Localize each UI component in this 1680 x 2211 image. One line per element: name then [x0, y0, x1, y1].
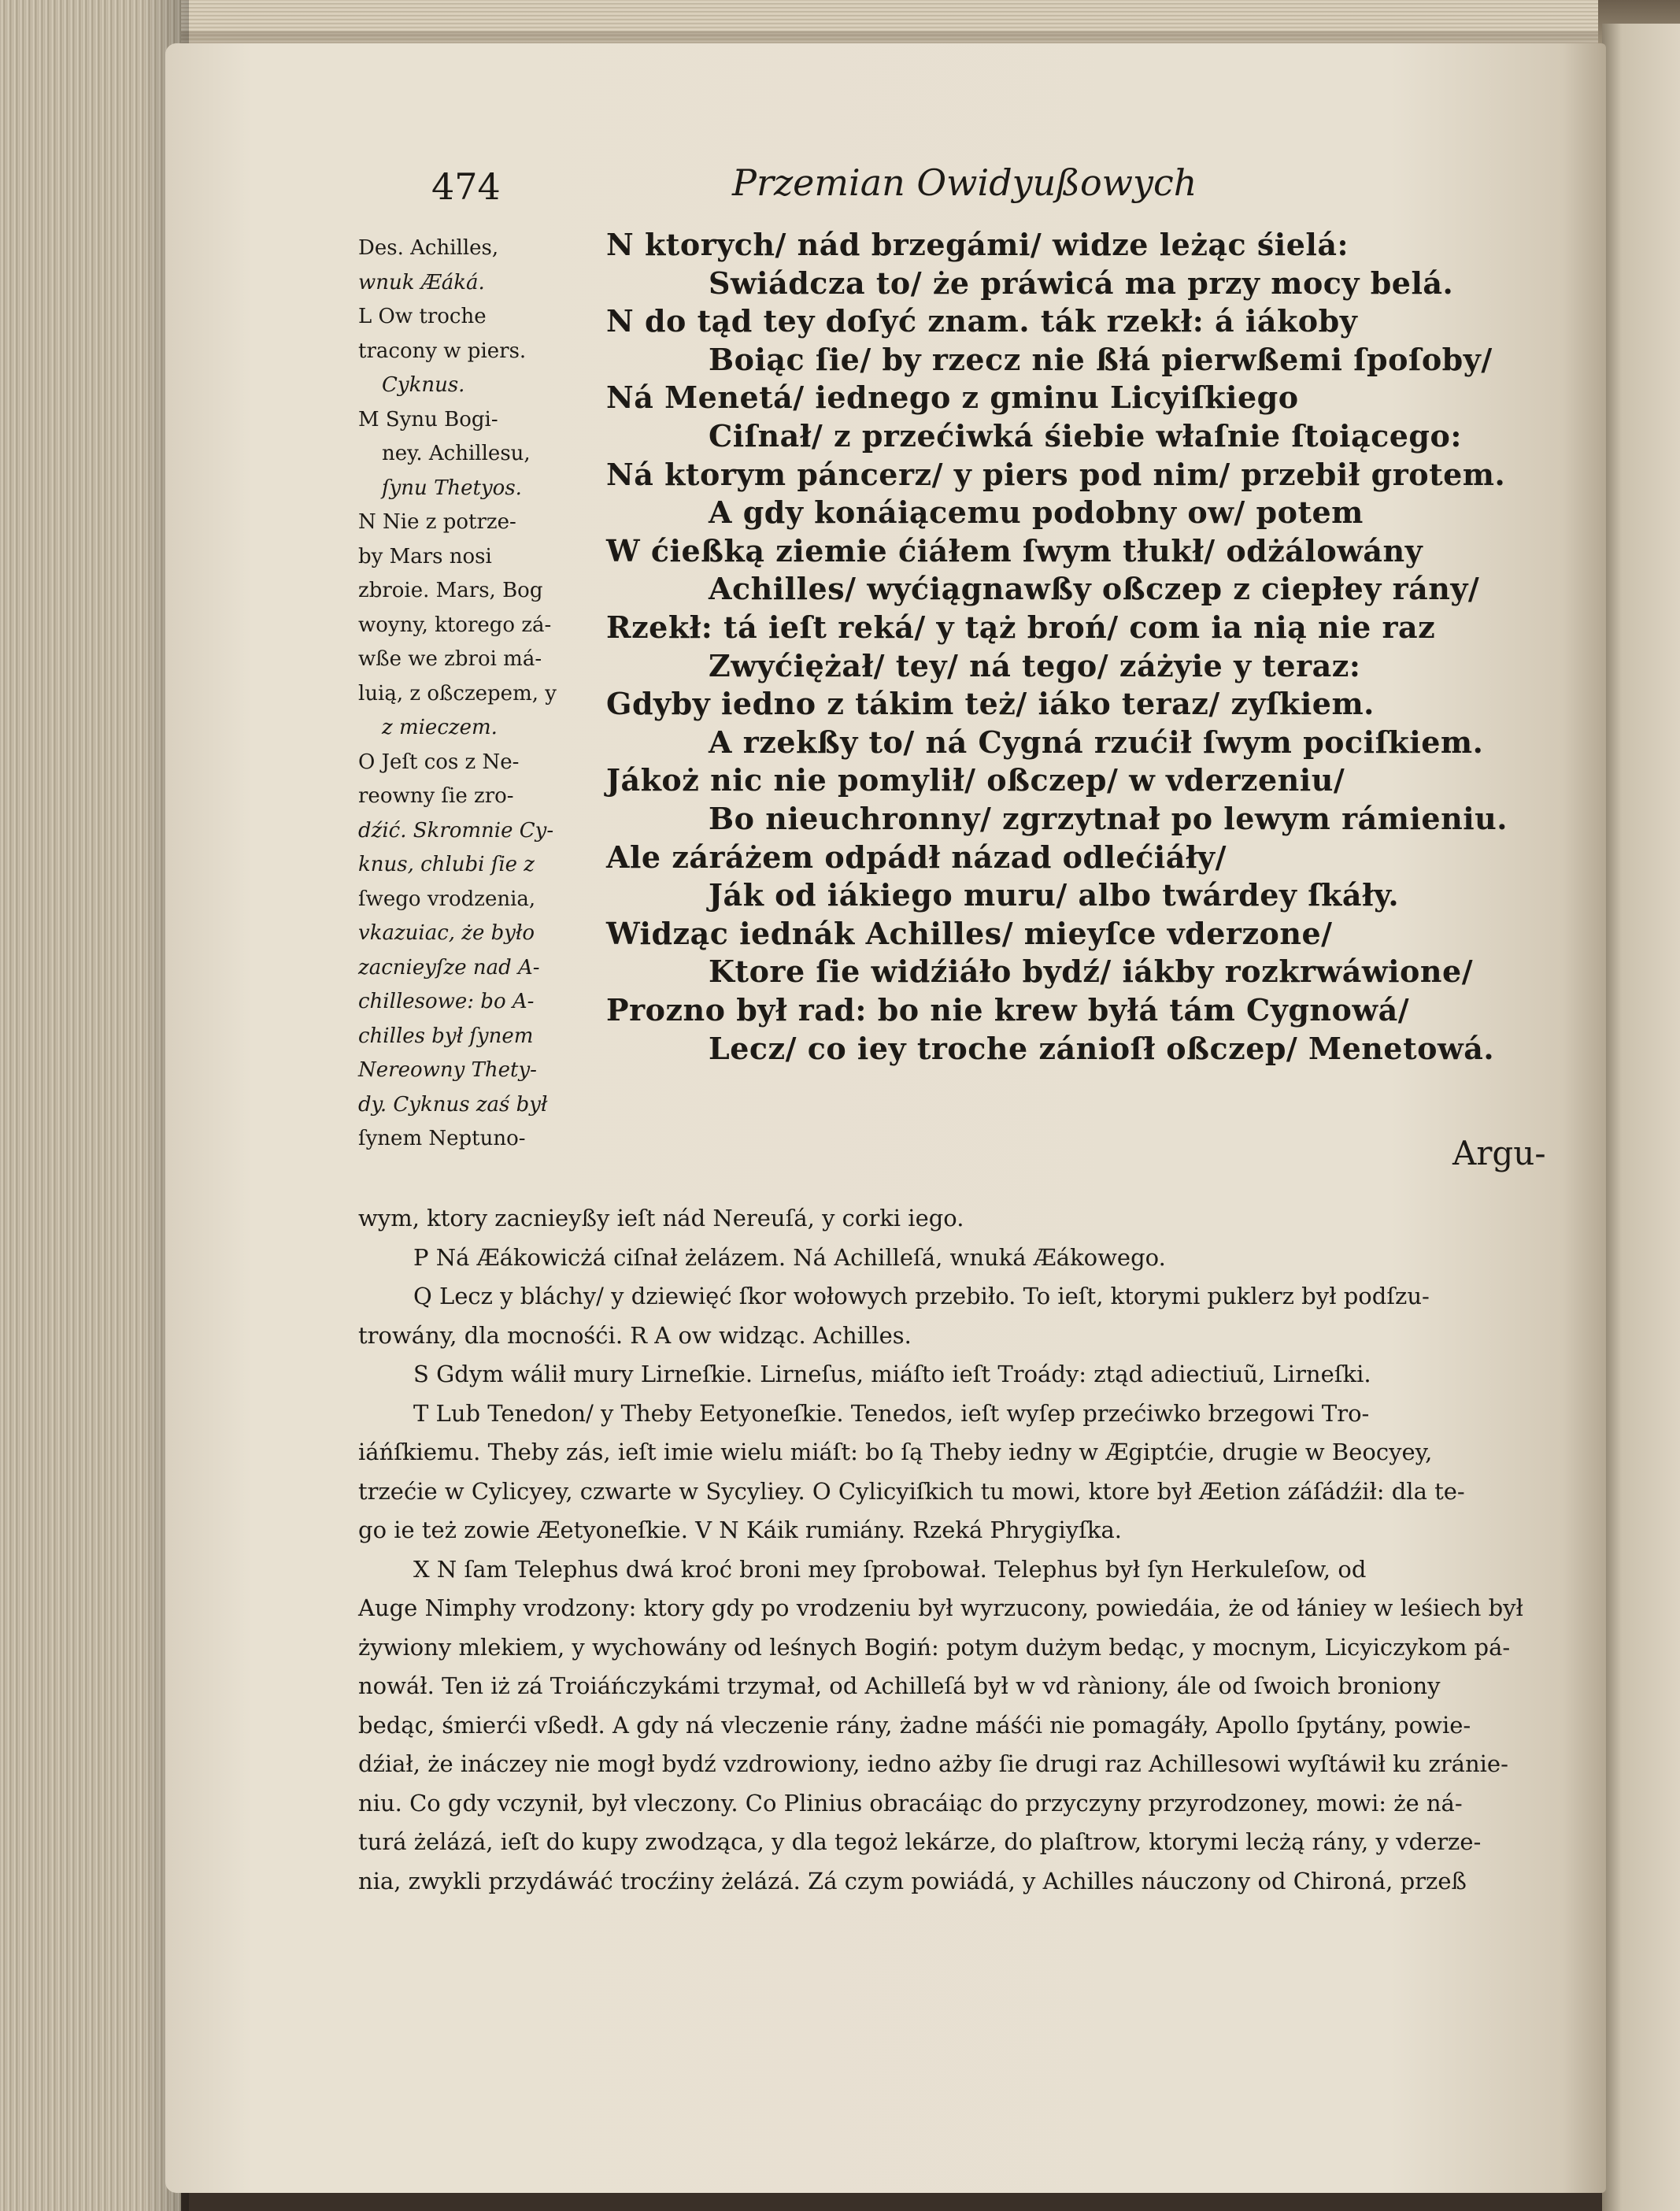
commentary-line: dźiał, że ináczey nie mogł bydź vzdrowiony, iedno ażby ſie drugi raz Achillesowi wyſtáwił ku zránie-	[358, 1750, 1508, 1777]
verse-line: Jákoż nic nie pomylił/ oßczep/ w vderzeniu/	[606, 762, 1345, 798]
commentary-line: go ie też zowie Æetyoneſkie. V N Káik rumiány. Rzeká Phrygiyſka.	[358, 1517, 1122, 1543]
commentary-line: iáńſkiemu. Theby zás, ieſt imie wielu miáſt: bo ſą Theby iedny w Ægiptćie, drugie w Beocyey,	[358, 1439, 1433, 1465]
commentary-line: P Ná Æákowicżá ciſnał żelázem. Ná Achilleſá, wnuká Æákowego.	[413, 1243, 1166, 1271]
marginal-note-line: ney. Achillesu,	[382, 442, 531, 465]
verse-line: Bo nieuchronny/ zgrzytnał po lewym rámieniu.	[709, 801, 1508, 836]
commentary-line: X N ſam Telephus dwá kroć broni mey ſprobował. Telephus był ſyn Herkuleſow, od	[413, 1555, 1367, 1583]
marginal-note-line: luią, z oßczepem, y	[358, 681, 557, 706]
marginal-note-line: Des. Achilles,	[358, 236, 499, 260]
verse-line: Widząc iednák Achilles/ mieyſce vderzone/	[606, 915, 1333, 951]
marginal-note-line: dy. Cyknus zaś był	[358, 1092, 548, 1117]
verse-line: Rzekł: tá ieſt reká/ y tąż broń/ com ia nią nie raz	[606, 609, 1436, 645]
marginal-note-line: chillesowe: bo A-	[358, 990, 535, 1013]
commentary-line: nowáł. Ten iż zá Troiáńczykámi trzymał, od Achilleſá był w vd ràniony, ále od ſwoich broniony	[358, 1672, 1441, 1699]
marginal-note-line: N Nie z potrze-	[358, 510, 516, 534]
marginal-note-line: zacnieyſze nad A-	[358, 955, 540, 980]
verse-line: Lecz/ co iey troche zánioſł oßczep/ Menetowá.	[709, 1030, 1495, 1066]
marginal-note-line: chilles był ſynem	[358, 1024, 534, 1048]
verse-line: A rzekßy to/ ná Cygná rzućił ſwym pociſkiem.	[709, 724, 1484, 760]
marginal-note-line: wße we zbroi má-	[358, 647, 542, 671]
verse-line: W ćießką ziemie ćiáłem ſwym tłukł/ odżálowány	[606, 532, 1423, 568]
commentary-line: żywiony mlekiem, y wychowány od leśnych Bogiń: potym dużym bedąc, y mocnym, Licyiczykom pá-	[358, 1633, 1511, 1661]
verse-line: Gdyby iedno z tákim też/ iáko teraz/ zyſkiem.	[606, 686, 1375, 722]
commentary-line: trowány, dla mocnośći. R A ow widząc. Achilles.	[358, 1321, 912, 1349]
marginal-note-line: by Mars nosi	[358, 544, 492, 568]
marginal-note-line: knus, chlubi ſie z	[358, 853, 535, 876]
verse-line: Ják od iákiego muru/ albo twárdey ſkáły.	[709, 877, 1400, 913]
commentary-line: turá żelázá, ieſt do kupy zwodząca, y dla tegoż lekárze, do plaſtrow, ktorymi lecżą rány, y vderze-	[358, 1828, 1482, 1855]
commentary-line: Q Lecz y bláchy/ y dziewięć ſkor wołowych przebiło. To ieſt, ktorymi puklerz był podſzu-	[413, 1283, 1430, 1309]
marginal-note-line: ſynu Thetyos.	[382, 476, 522, 500]
commentary-line: Auge Nimphy vrodzony: ktory gdy po vrodzeniu był wyrzucony, powiedáia, że od łániey w leśiech był	[358, 1594, 1523, 1621]
verse-line: Ktore ſie widźiáło bydź/ iákby rozkrwáwione/	[709, 954, 1474, 990]
page-number: 474	[431, 165, 501, 208]
verse-line: Swiádcza to/ że práwicá ma przy mocy belá.	[709, 265, 1454, 301]
verse-line: Ale záráżem odpádł názad odlećiáły/	[606, 839, 1227, 875]
marginal-note-line: woyny, ktorego zá-	[358, 613, 552, 637]
marginal-note-line: O Jeſt cos z Ne-	[358, 750, 520, 774]
commentary-line: trzećie w Cylicyey, czwarte w Sycyliey. O Cylicyiſkich tu mowi, ktore był Æetion záſádźił: dla te-	[358, 1477, 1465, 1505]
marginal-note-line: wnuk Æáká.	[358, 270, 485, 294]
commentary-line: nia, zwykli przydáwáć trocźiny żelázá. Zá czym powiádá, y Achilles náuczony od Chironá, przeß	[358, 1867, 1467, 1894]
marginal-note-line: L Ow troche	[358, 305, 487, 328]
running-head: Przemian Owidyußowych	[732, 161, 1197, 204]
facing-page-edge	[1602, 24, 1680, 2211]
verse-line: Prozno był rad: bo nie krew byłá tám Cygnowá/	[606, 992, 1410, 1028]
marginal-note-line: reowny ſie zro-	[358, 784, 514, 808]
verse-line: Boiąc ſie/ by rzecz nie ßłá pierwßemi ſpoſoby/	[709, 341, 1493, 377]
commentary-line: S Gdym wálił mury Lirneſkie. Lirneſus, miáſto ieſt Troády: ztąd adiectiuũ, Lirneſki.	[413, 1361, 1371, 1387]
verse-line: Zwyćiężał/ tey/ ná tego/ záżyie y teraz:	[709, 647, 1361, 683]
catchword: Argu-	[1452, 1134, 1546, 1172]
marginal-note-line: tracony w piers.	[358, 339, 527, 363]
verse-line: A gdy konáiącemu podobny ow/ potem	[709, 494, 1364, 531]
verse-line: Ná ktorym páncerz/ y piers pod nim/ przebił grotem.	[606, 456, 1506, 492]
marginal-note-line: M Synu Bogi-	[358, 407, 498, 431]
commentary-line: bedąc, śmierći vßedł. A gdy ná vleczenie rány, żadne máśći nie pomagáły, Apollo ſpytány, powie-	[358, 1711, 1471, 1739]
verse-line: Ciſnał/ z przećiwká śiebie właſnie ſtoiącego:	[709, 418, 1462, 454]
commentary-line: T Lub Tenedon/ y Theby Eetyoneſkie. Tenedos, ieſt wyſep przećiwko brzegowi Tro-	[413, 1399, 1370, 1427]
verse-line: N do tąd tey doſyć znam. ták rzekł: á iákoby	[606, 303, 1358, 339]
commentary-line: wym, ktory zacnieyßy ieſt nád Nereuſá, y corki iego.	[358, 1205, 964, 1231]
marginal-note-line: ſwego vrodzenia,	[358, 887, 536, 911]
marginal-note-line: vkazuiac, że było	[358, 921, 535, 945]
marginal-note-line: Cyknus.	[382, 373, 465, 397]
verse-line: Ná Menetá/ iednego z gminu Licyiſkiego	[606, 380, 1299, 416]
marginal-note-line: Nereowny Thety-	[358, 1058, 537, 1082]
marginal-note-line: z mieczem.	[382, 716, 498, 739]
marginal-note-line: ſynem Neptuno-	[358, 1127, 526, 1150]
verse-line: Achilles/ wyćiągnawßy oßczep z ciepłey rány/	[709, 571, 1480, 607]
marginal-note-line: dźić. Skromnie Cy-	[358, 818, 554, 843]
marginal-note-line: zbroie. Mars, Bog	[358, 579, 543, 602]
verse-line: N ktorych/ nád brzegámi/ widze leżąc śielá:	[606, 227, 1349, 262]
commentary-line: niu. Co gdy vczynił, był vleczony. Co Plinius obracáiąc do przyczyny przyrodzoney, mowi: że ná-	[358, 1789, 1463, 1817]
